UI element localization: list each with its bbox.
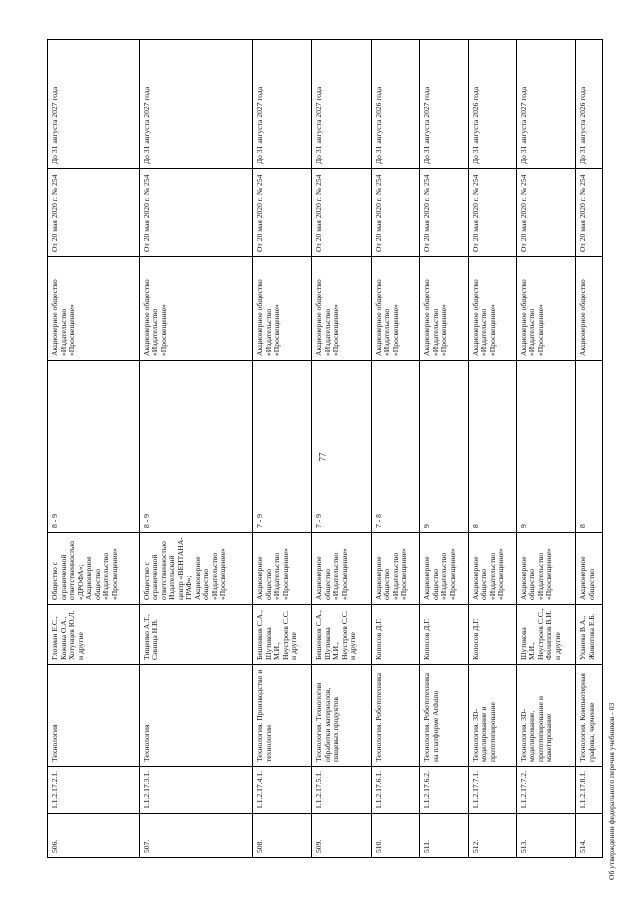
row-code: 1.1.2.17.4.1. bbox=[253, 767, 312, 814]
row-title: Технология. 3D-моделирование, прототипирование и макетирование bbox=[516, 665, 575, 767]
row-index: 510. bbox=[371, 814, 419, 858]
row-index: 513. bbox=[516, 814, 575, 858]
row-validity: До 31 августа 2026 года bbox=[576, 40, 603, 169]
row-publisher-current: Акционерное общество «Издательство «Просвещение» bbox=[312, 257, 371, 361]
row-code: 1.1.2.17.5.1. bbox=[312, 767, 371, 814]
row-publisher-current: Акционерное общество «Издательство «Просвещение» bbox=[253, 257, 312, 361]
row-validity: До 31 августа 2027 года bbox=[516, 40, 575, 169]
row-publisher-current: Акционерное общество «Издательство «Просвещение» bbox=[420, 257, 468, 361]
table-row bbox=[253, 40, 312, 858]
row-order: От 20 мая 2020 г. № 254 bbox=[253, 169, 312, 257]
table-row bbox=[312, 40, 371, 858]
row-grade: 8 bbox=[576, 361, 603, 533]
row-validity: До 31 августа 2027 года bbox=[253, 40, 312, 169]
row-title: Технология. Технологии обработки материалов, пищевых продуктов bbox=[312, 665, 371, 767]
row-order: От 20 мая 2020 г. № 254 bbox=[516, 169, 575, 257]
page-number: 77 bbox=[317, 452, 328, 462]
row-grade: 8 - 9 bbox=[139, 361, 252, 533]
row-authors: Копосов Д.Г. bbox=[468, 605, 516, 665]
row-publisher-current: Акционерное общество «Издательство «Просвещение» bbox=[516, 257, 575, 361]
row-authors: Бешенков С.А., Шутикова М.И., Неустроев С.С. и другие bbox=[253, 605, 312, 665]
table-row bbox=[139, 40, 252, 858]
row-authors: Бешенков С.А., Шутикова М.И., Неустроев С.С. и другие bbox=[312, 605, 371, 665]
row-title: Технология. Производство и технологии bbox=[253, 665, 312, 767]
row-validity: До 31 августа 2026 года bbox=[468, 40, 516, 169]
row-grade: 9 bbox=[516, 361, 575, 533]
textbook-list-table bbox=[47, 39, 603, 858]
row-publisher: Акционерное общество «Издательство «Просвещение» bbox=[312, 533, 371, 605]
row-index: 508. bbox=[253, 814, 312, 858]
row-grade: 7 - 8 bbox=[371, 361, 419, 533]
row-order: От 20 мая 2020 г. № 254 bbox=[139, 169, 252, 257]
row-order: От 20 мая 2020 г. № 254 bbox=[312, 169, 371, 257]
row-publisher: Акционерное общество bbox=[576, 533, 603, 605]
row-title: Технология bbox=[48, 665, 140, 767]
row-publisher: Акционерное общество «Издательство «Просвещение» bbox=[253, 533, 312, 605]
table-row bbox=[371, 40, 419, 858]
table-row bbox=[576, 40, 603, 858]
row-order: От 20 мая 2020 г. № 254 bbox=[48, 169, 140, 257]
row-publisher-current: Акционерное общество «Издательство «Просвещение» bbox=[468, 257, 516, 361]
row-grade: 7 - 9 bbox=[312, 361, 371, 533]
table-row bbox=[48, 40, 140, 858]
row-code: 1.1.2.17.3.1. bbox=[139, 767, 252, 814]
row-title: Технология bbox=[139, 665, 252, 767]
row-publisher: Общество с ограниченной ответственностью Издательский центр «ВЕНТАНА-ГРАФ»; Акционерное общество «Издательство «Просвещение» bbox=[139, 533, 252, 605]
row-title: Технология. Робототехника на платформе Arduino bbox=[420, 665, 468, 767]
row-publisher-current: Акционерное общество «Издательство «Просвещение» bbox=[139, 257, 252, 361]
row-order: От 20 мая 2020 г. № 254 bbox=[371, 169, 419, 257]
row-publisher-current: Акционерное общество bbox=[576, 257, 603, 361]
row-publisher: Акционерное общество «Издательство «Просвещение» bbox=[371, 533, 419, 605]
row-authors: Уханева В.А., Животова Е.Б. bbox=[576, 605, 603, 665]
row-publisher-current: Акционерное общество «Издательство «Просвещение» bbox=[48, 257, 140, 361]
row-code: 1.1.2.17.7.2. bbox=[516, 767, 575, 814]
row-publisher: Общество с ограниченной ответственностью «ДРОФА»; Акционерное общество «Издательство «Просвещение» bbox=[48, 533, 140, 605]
row-code: 1.1.2.17.6.2. bbox=[420, 767, 468, 814]
row-code: 1.1.2.17.7.1. bbox=[468, 767, 516, 814]
row-authors: Копосов Д.Г. bbox=[420, 605, 468, 665]
row-index: 512. bbox=[468, 814, 516, 858]
row-validity: До 31 августа 2027 года bbox=[312, 40, 371, 169]
row-title: Технология. Робототехника bbox=[371, 665, 419, 767]
row-code: 1.1.2.17.6.1. bbox=[371, 767, 419, 814]
row-index: 509. bbox=[312, 814, 371, 858]
row-authors: Тищенко А.Т., Синица Н.В. bbox=[139, 605, 252, 665]
table-row bbox=[516, 40, 575, 858]
row-authors: Шутикова М.И., Неустроев С.С., Филиппов В.И. и другие bbox=[516, 605, 575, 665]
table-row bbox=[420, 40, 468, 858]
row-publisher: Акционерное общество «Издательство «Просвещение» bbox=[468, 533, 516, 605]
row-publisher-current: Акционерное общество «Издательство «Просвещение» bbox=[371, 257, 419, 361]
row-validity: До 31 августа 2027 года bbox=[48, 40, 140, 169]
row-title: Технология. 3D-моделирование и прототипирование bbox=[468, 665, 516, 767]
row-validity: До 31 августа 2026 года bbox=[371, 40, 419, 169]
row-authors: Копосов Д.Г. bbox=[371, 605, 419, 665]
row-index: 511. bbox=[420, 814, 468, 858]
row-validity: До 31 августа 2027 года bbox=[139, 40, 252, 169]
row-grade: 8 - 9 bbox=[48, 361, 140, 533]
row-title: Технология. Компьютерная графика, черчение bbox=[576, 665, 603, 767]
row-publisher: Акционерное общество «Издательство «Просвещение» bbox=[420, 533, 468, 605]
row-validity: До 31 августа 2027 года bbox=[420, 40, 468, 169]
row-index: 506. bbox=[48, 814, 140, 858]
row-grade: 8 bbox=[468, 361, 516, 533]
row-code: 1.1.2.17.8.1. bbox=[576, 767, 603, 814]
rotated-table-container bbox=[47, 40, 603, 858]
row-code: 1.1.2.17.2.1. bbox=[48, 767, 140, 814]
row-grade: 9 bbox=[420, 361, 468, 533]
row-authors: Глозман Е.С., Кожина О.А., Хотунцев Ю.Л. и другие bbox=[48, 605, 140, 665]
row-order: От 20 мая 2020 г. № 254 bbox=[576, 169, 603, 257]
row-grade: 7 - 9 bbox=[253, 361, 312, 533]
row-index: 514. bbox=[576, 814, 603, 858]
row-order: От 20 мая 2020 г. № 254 bbox=[420, 169, 468, 257]
row-index: 507. bbox=[139, 814, 252, 858]
document-footer: Об утверждении федерального перечня учебников - 03 bbox=[607, 702, 616, 880]
row-publisher: Акционерное общество «Издательство «Просвещение» bbox=[516, 533, 575, 605]
table-row bbox=[468, 40, 516, 858]
row-order: От 20 мая 2020 г. № 254 bbox=[468, 169, 516, 257]
